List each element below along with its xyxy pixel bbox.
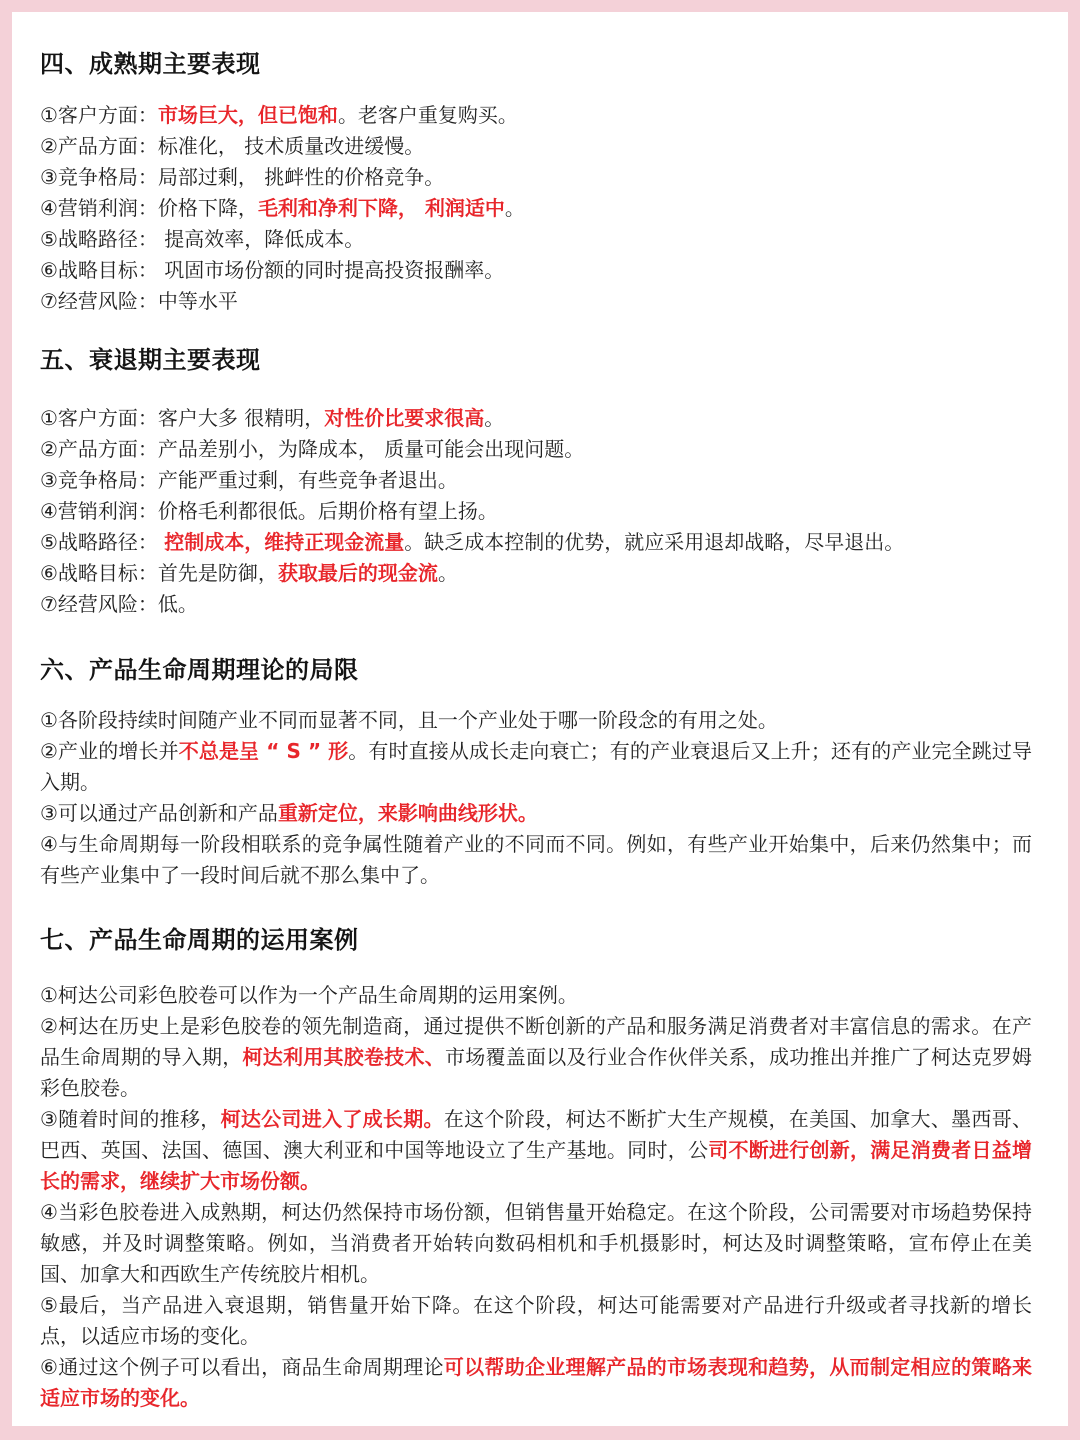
s4-item-4: ④营销利润：价格下降，毛利和净利下降， 利润适中。 (40, 196, 525, 220)
s5-item-1: ①客户方面：客户大多 很精明，对性价比要求很高。 (40, 406, 505, 430)
s5-item-5: ⑤战略路径： 控制成本，维持正现金流量。缺乏成本控制的优势，就应采用退却战略，尽早退出。 (40, 530, 905, 554)
s4-item-4-highlight: 毛利和净利下降， 利润适中 (257, 196, 505, 220)
s5-item-7: ⑦经营风险：低。 (40, 592, 198, 616)
s6-item-4: ④与生命周期每一阶段相联系的竞争属性随着产业的不同而不同。例如，有些产业开始集中，后来仍然集中；而有些产业集中了一段时间后就不那么集中了。 (40, 832, 1032, 887)
s5-item-6-highlight: 获取最后的现金流 (277, 561, 438, 585)
s4-item-1-highlight: 市场巨大，但已饱和 (157, 103, 338, 127)
section-7-heading: 七、产品生命周期的运用案例 (40, 926, 359, 954)
s4-item-3: ③竞争格局：局部过剩， 挑衅性的价格竞争。 (40, 165, 445, 189)
s6-item-3-highlight: 重新定位，来影响曲线形状。 (277, 801, 538, 825)
s5-item-6: ⑥战略目标：首先是防御，获取最后的现金流。 (40, 561, 458, 585)
s7-item-3-highlight-2: 司不断进行创新，满足消费者日益增长的需求，继续扩大市场份额。 (40, 1138, 1032, 1193)
s7-item-3-highlight-1: 柯达公司进入了成长期。 (220, 1107, 444, 1131)
s7-item-6-highlight: 可以帮助企业理解产品的市场表现和趋势，从而制定相应的策略来适应市场的变化。 (40, 1355, 1032, 1410)
s7-item-3: ③随着时间的推移，柯达公司进入了成长期。在这个阶段，柯达不断扩大生产规模，在美国、加拿大、墨西哥、巴西、英国、法国、德国、澳大利亚和中国等地设立了生产基地。同时，公司不断进行创新，满足消费者日益增长的需求，继续扩大市场份额。 (40, 1107, 1033, 1193)
s6-item-2: ②产业的增长并不总是呈 “ S ” 形。有时直接从成长走向衰亡；有的产业衰退后又上升；还有的产业完全跳过导入期。 (40, 739, 1032, 794)
s7-item-5: ⑤最后，当产品进入衰退期，销售量开始下降。在这个阶段，柯达可能需要对产品进行升级或者寻找新的增长点，以适应市场的变化。 (40, 1293, 1032, 1348)
s4-item-7: ⑦经营风险：中等水平 (40, 289, 238, 313)
section-5-heading: 五、衰退期主要表现 (40, 346, 261, 374)
s4-item-5: ⑤战略路径： 提高效率，降低成本。 (40, 227, 365, 251)
section-6-heading: 六、产品生命周期理论的局限 (40, 656, 359, 684)
s6-item-2-highlight: 不总是呈 “ S ” 形 (178, 739, 349, 763)
s5-item-4: ④营销利润：价格毛利都很低。后期价格有望上扬。 (40, 499, 498, 523)
s5-item-1-highlight: 对性价比要求很高 (324, 406, 485, 430)
s7-item-4: ④当彩色胶卷进入成熟期，柯达仍然保持市场份额，但销售量开始稳定。在这个阶段，公司需要对市场趋势保持敏感，并及时调整策略。例如，当消费者开始转向数码相机和手机摄影时，柯达及时调整策略，宣布停止在美国、加拿大和西欧生产传统胶片相机。 (40, 1200, 1032, 1286)
section-4-heading: 四、成熟期主要表现 (40, 50, 261, 78)
s6-item-1: ①各阶段持续时间随产业不同而显著不同，且一个产业处于哪一阶段念的有用之处。 (40, 708, 778, 732)
s4-item-1: ①客户方面：市场巨大，但已饱和。老客户重复购买。 (40, 103, 518, 127)
s7-item-6: ⑥通过这个例子可以看出，商品生命周期理论可以帮助企业理解产品的市场表现和趋势，从而制定相应的策略来适应市场的变化。 (40, 1355, 1032, 1410)
s7-item-1: ①柯达公司彩色胶卷可以作为一个产品生命周期的运用案例。 (40, 983, 578, 1007)
s5-item-2: ②产品方面：产品差别小，为降成本， 质量可能会出现问题。 (40, 437, 585, 461)
s4-item-2: ②产品方面：标准化， 技术质量改进缓慢。 (40, 134, 425, 158)
document-page (12, 12, 1068, 1426)
s6-item-3: ③可以通过产品创新和产品重新定位，来影响曲线形状。 (40, 801, 538, 825)
s4-item-6: ⑥战略目标： 巩固市场份额的同时提高投资报酬率。 (40, 258, 505, 282)
s5-item-3: ③竞争格局：产能严重过剩，有些竞争者退出。 (40, 468, 458, 492)
s5-item-5-highlight: 控制成本，维持正现金流量 (164, 530, 405, 554)
s7-item-2: ②柯达在历史上是彩色胶卷的领先制造商，通过提供不断创新的产品和服务满足消费者对丰富信息的需求。在产品生命周期的导入期，柯达利用其胶卷技术、市场覆盖面以及行业合作伙伴关系，成功推出并推广了柯达克罗姆彩色胶卷。 (40, 1014, 1032, 1100)
s7-item-2-highlight: 柯达利用其胶卷技术、 (242, 1045, 445, 1069)
